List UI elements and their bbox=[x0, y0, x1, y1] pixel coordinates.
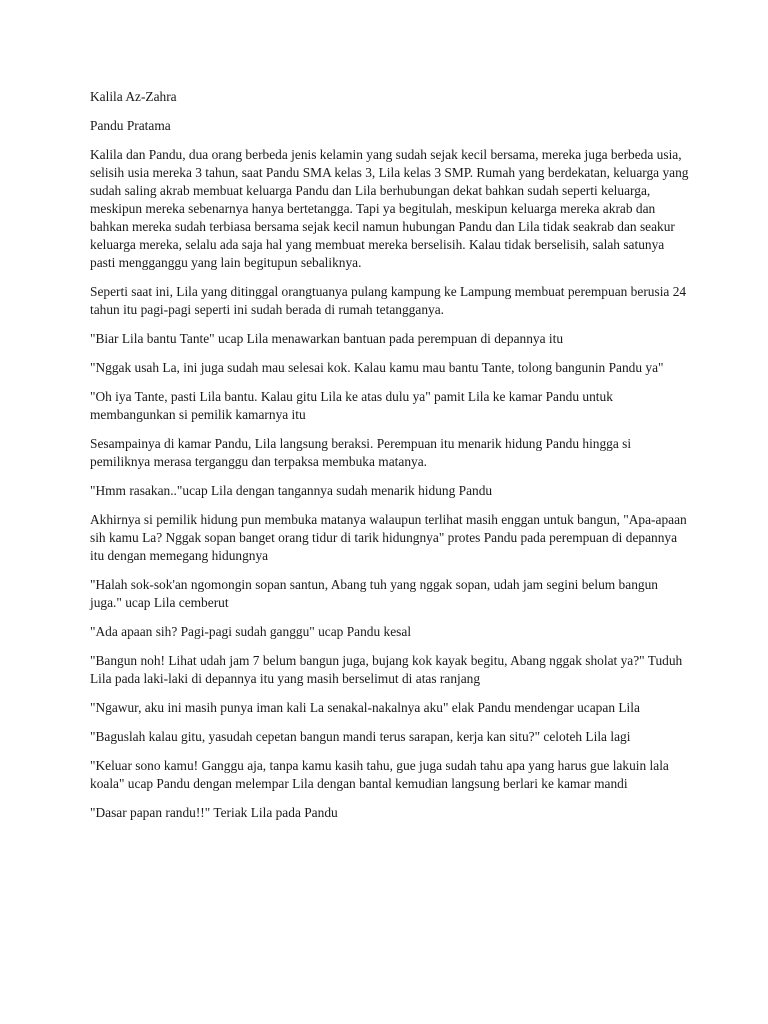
paragraph: "Ngawur, aku ini masih punya iman kali La senakal-nakalnya aku" elak Pandu mendengar ucapan Lila bbox=[90, 700, 640, 715]
paragraph: "Biar Lila bantu Tante" ucap Lila menawarkan bantuan pada perempuan di depannya itu bbox=[90, 331, 564, 346]
paragraph: Seperti saat ini, Lila yang ditinggal orangtuanya pulang kampung ke Lampung membuat perempuan berusia 24 tahun itu pagi-pagi seperti ini sudah berada di rumah tetangganya. bbox=[90, 284, 687, 317]
paragraph: "Baguslah kalau gitu, yasudah cepetan bangun mandi terus sarapan, kerja kan situ?" celoteh Lila lagi bbox=[90, 729, 631, 744]
paragraph: Sesampainya di kamar Pandu, Lila langsung beraksi. Perempuan itu menarik hidung Pandu hingga si pemiliknya merasa terganggu dan terpaksa membuka matanya. bbox=[90, 436, 632, 469]
paragraph: Akhirnya si pemilik hidung pun membuka matanya walaupun terlihat masih enggan untuk bangun, "Apa-apaan sih kamu La? Nggak sopan banget orang tidur di tarik hidungnya" protes Pandu pada perempuan di depannya itu dengan memegang hidungnya bbox=[90, 512, 687, 563]
paragraph: "Halah sok-sok'an ngomongin sopan santun, Abang tuh yang nggak sopan, udah jam segini belum bangun juga." ucap Lila cemberut bbox=[90, 577, 658, 610]
paragraph: "Hmm rasakan.."ucap Lila dengan tangannya sudah menarik hidung Pandu bbox=[90, 483, 493, 498]
paragraph: "Dasar papan randu!!" Teriak Lila pada Pandu bbox=[90, 805, 338, 820]
paragraph: "Keluar sono kamu! Ganggu aja, tanpa kamu kasih tahu, gue juga sudah tahu apa yang harus gue lakuin lala koala" ucap Pandu dengan melempar Lila dengan bantal kemudian langsung berlari ke kamar mandi bbox=[90, 758, 669, 791]
paragraph: "Bangun noh! Lihat udah jam 7 belum bangun juga, bujang kok kayak begitu, Abang nggak sholat ya?" Tuduh Lila pada laki-laki di depannya itu yang masih berselimut di atas ranjang bbox=[90, 653, 683, 686]
paragraph: "Ada apaan sih? Pagi-pagi sudah ganggu" ucap Pandu kesal bbox=[90, 624, 412, 639]
document-page bbox=[90, 88, 690, 833]
coauthor-name: Pandu Pratama bbox=[90, 118, 171, 133]
paragraph: "Nggak usah La, ini juga sudah mau selesai kok. Kalau kamu mau bantu Tante, tolong bangunin Pandu ya" bbox=[90, 360, 664, 375]
paragraph: "Oh iya Tante, pasti Lila bantu. Kalau gitu Lila ke atas dulu ya" pamit Lila ke kamar Pandu untuk membangunkan si pemilik kamarnya itu bbox=[90, 389, 613, 422]
paragraph: Kalila dan Pandu, dua orang berbeda jenis kelamin yang sudah sejak kecil bersama, mereka juga berbeda usia, selisih usia mereka 3 tahun, saat Pandu SMA kelas 3, Lila kelas 3 SMP. Rumah yang berdekatan, keluarga yang sudah saling akrab membuat keluarga Pandu dan Lila berhubungan dekat bahkan sudah seperti keluarga, meskipun mereka sebenarnya hanya bertetangga. Tapi ya begitulah, meskipun keluarga mereka akrab dan bahkan mereka sudah terbiasa bersama sejak kecil namun hubungan Pandu dan Lila tidak seakrab dan seakur keluarga mereka, selalu ada saja hal yang membuat mereka berselisih. Kalau tidak berselisih, salah satunya pasti mengganggu yang lain begitupun sebaliknya. bbox=[90, 147, 689, 270]
author-name: Kalila Az-Zahra bbox=[90, 89, 177, 104]
